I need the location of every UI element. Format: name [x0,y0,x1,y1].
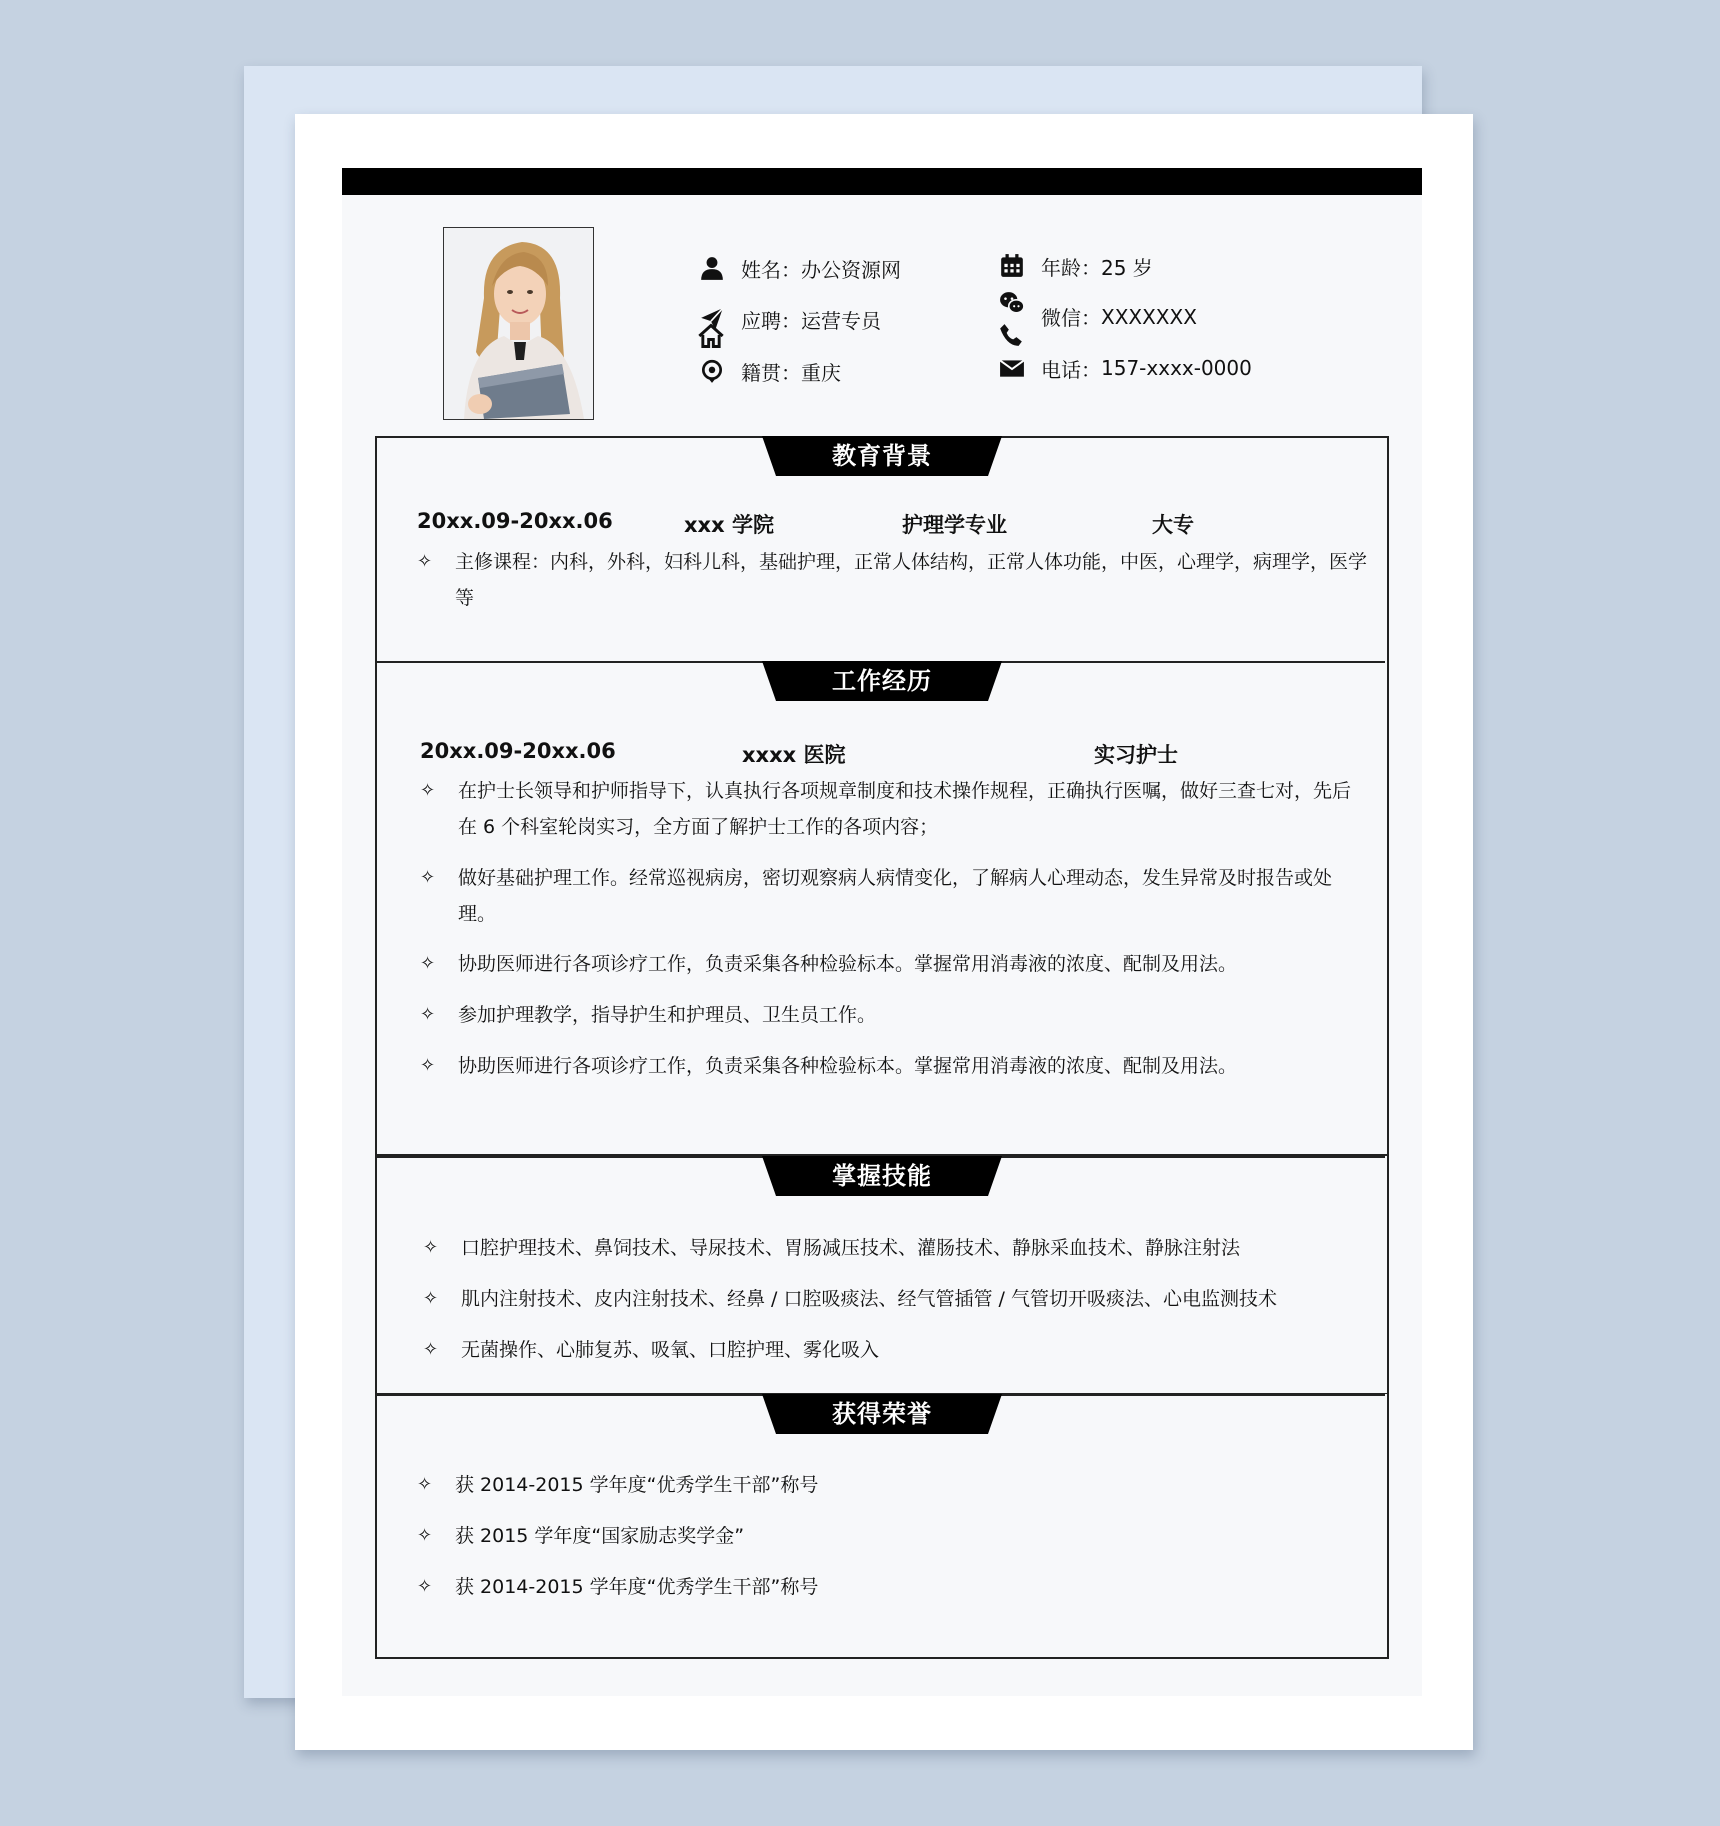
wechat-value: XXXXXXX [1101,304,1197,329]
work-item: ✧ 协助医师进行各项诊疗工作，负责采集各种检验标本。掌握常用消毒液的浓度、配制及用法。 [420,946,1355,982]
section-title-education: 教育背景 [762,436,1002,476]
phone-label: 电话： [1041,357,1101,382]
header-bar [342,168,1422,195]
skill-item: ✧ 口腔护理技术、鼻饲技术、导尿技术、胃肠减压技术、灌肠技术、静脉采血技术、静脉注射法 [423,1230,1368,1266]
phone-icon [998,322,1028,352]
resume-page [342,168,1422,1696]
honor-item: ✧ 获 2014-2015 学年度“优秀学生干部”称号 [417,1569,1362,1605]
work-section [375,661,1389,1156]
location-icon [697,356,727,386]
work-item: ✧ 协助医师进行各项诊疗工作，负责采集各种检验标本。掌握常用消毒液的浓度、配制及用法。 [420,1048,1355,1084]
wechat-label: 微信： [1041,306,1101,330]
phone-field [997,353,1252,383]
skills-section [375,1156,1389,1395]
bullet-icon: ✧ [423,1288,439,1309]
bullet-icon: ✧ [420,780,436,801]
section-title-honors: 获得荣誉 [762,1394,1002,1434]
honors-section [375,1394,1389,1659]
age-field [997,251,1153,281]
education-school: xxx 学院 [684,513,774,537]
bullet-icon: ✧ [420,1004,436,1025]
apply-label: 应聘： [741,308,801,333]
bullet-icon: ✧ [420,867,436,888]
mail-icon [997,353,1027,383]
education-major: 护理学专业 [902,513,1007,537]
education-degree: 大专 [1152,513,1194,537]
bullet-icon: ✧ [417,1525,433,1546]
honor-item: ✧ 获 2015 学年度“国家励志奖学金” [417,1518,1362,1554]
calendar-icon [997,251,1027,281]
home-icon [697,322,727,352]
honor-item: ✧ 获 2014-2015 学年度“优秀学生干部”称号 [417,1467,1362,1503]
origin-field [697,356,841,386]
education-section [375,436,1389,665]
name-value: 办公资源网 [801,257,901,282]
work-org: xxxx 医院 [742,743,846,767]
work-period: 20xx.09-20xx.06 [420,739,616,763]
age-value: 25 岁 [1101,255,1153,280]
bullet-icon: ✧ [417,551,433,572]
name-field [697,253,901,283]
bullet-icon: ✧ [423,1237,439,1258]
bullet-icon: ✧ [417,1576,433,1597]
bullet-icon: ✧ [423,1339,439,1360]
education-courses: ✧ 主修课程：内科，外科，妇科儿科，基础护理，正常人体结构，正常人体功能，中医，心理学，病理学，医学等 [417,544,1367,598]
skill-item: ✧ 无菌操作、心肺复苏、吸氧、口腔护理、雾化吸入 [423,1332,1368,1344]
work-item: ✧ 参加护理教学，指导护生和护理员、卫生员工作。 [420,997,1355,1033]
origin-label: 籍贯： [741,360,801,385]
section-title-work: 工作经历 [762,661,1002,701]
work-item: ✧ 在护士长领导和护师指导下，认真执行各项规章制度和技术操作规程，正确执行医嘱，做好三查七对，先后在 6 个科室轮岗实习，全方面了解护士工作的各项内容； [420,773,1355,845]
bullet-icon: ✧ [420,1055,436,1076]
bullet-icon: ✧ [420,953,436,974]
phone-value: 157-xxxx-0000 [1101,356,1252,380]
wechat-icon [997,288,1027,318]
age-label: 年龄： [1041,255,1101,280]
apply-value: 运营专员 [801,308,881,333]
bullet-icon: ✧ [417,1474,433,1495]
work-item: ✧ 做好基础护理工作。经常巡视病房，密切观察病人病情变化，了解病人心理动态，发生异常及时报告或处理。 [420,860,1355,932]
education-period: 20xx.09-20xx.06 [417,509,613,533]
person-icon [697,253,727,283]
name-label: 姓名： [741,257,801,282]
work-role: 实习护士 [1094,743,1178,767]
origin-value: 重庆 [801,360,841,385]
profile-photo [443,227,594,420]
skill-item: ✧ 肌内注射技术、皮内注射技术、经鼻 / 口腔吸痰法、经气管插管 / 气管切开吸痰法、心电监测技术 [423,1281,1368,1317]
section-title-skills: 掌握技能 [762,1156,1002,1196]
